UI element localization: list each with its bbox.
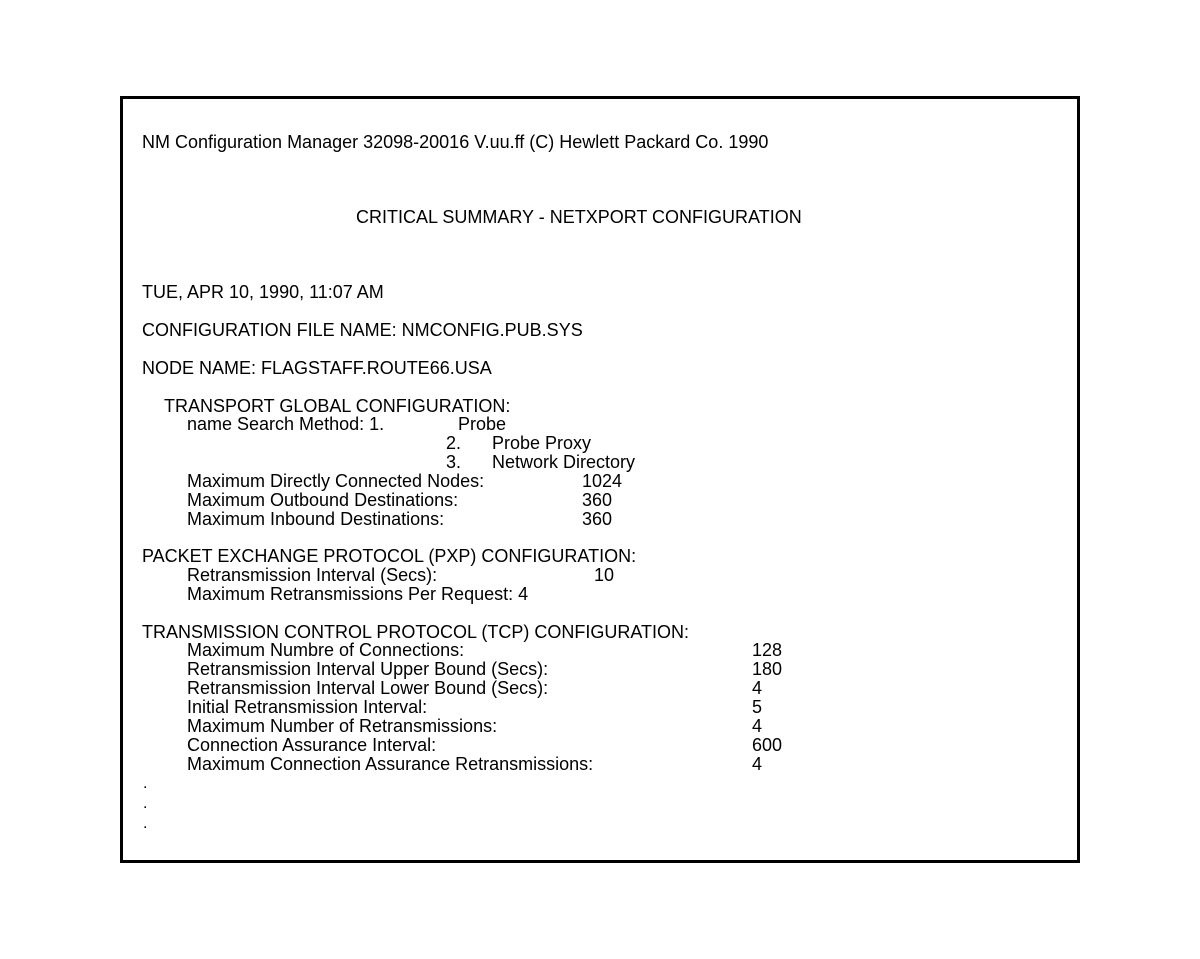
continuation-dot: . (143, 775, 148, 792)
pxp-heading: PACKET EXCHANGE PROTOCOL (PXP) CONFIGURATION: (142, 546, 637, 566)
transport-row-value: 1024 (582, 471, 623, 491)
search-method-value-1: Probe (458, 414, 507, 434)
tcp-row-value: 5 (752, 697, 763, 717)
tcp-row-value: 600 (752, 735, 783, 755)
search-method-value-3: Network Directory (492, 452, 636, 472)
tcp-row-label: Retransmission Interval Upper Bound (Secs): (187, 659, 549, 679)
pxp-retrans-interval-value: 10 (594, 565, 615, 585)
node-name: NODE NAME: FLAGSTAFF.ROUTE66.USA (142, 358, 492, 378)
tcp-row-label: Connection Assurance Interval: (187, 735, 437, 755)
search-method-value-2: Probe Proxy (492, 433, 592, 453)
transport-row-value: 360 (582, 509, 613, 529)
transport-row-value: 360 (582, 490, 613, 510)
pxp-retrans-interval-label: Retransmission Interval (Secs): (187, 565, 438, 585)
tcp-row-label: Retransmission Interval Lower Bound (Secs): (187, 678, 549, 698)
transport-heading: TRANSPORT GLOBAL CONFIGURATION: (164, 396, 511, 416)
continuation-dot: . (143, 795, 148, 812)
tcp-row-label: Maximum Numbre of Connections: (187, 640, 465, 660)
continuation-dot: . (143, 815, 148, 832)
tcp-row-value: 4 (752, 716, 763, 736)
tcp-row-value: 180 (752, 659, 783, 679)
transport-row-label: Maximum Directly Connected Nodes: (187, 471, 485, 491)
tcp-row-value: 128 (752, 640, 783, 660)
timestamp: TUE, APR 10, 1990, 11:07 AM (142, 282, 384, 302)
pxp-max-retrans: Maximum Retransmissions Per Request: 4 (187, 584, 529, 604)
tcp-row-value: 4 (752, 754, 763, 774)
search-method-num-3: 3. (446, 452, 462, 472)
product-line: NM Configuration Manager 32098-20016 V.uu.ff (C) Hewlett Packard Co. 1990 (142, 132, 769, 152)
tcp-row-label: Maximum Number of Retransmissions: (187, 716, 498, 736)
search-method-label: name Search Method: 1. (187, 414, 385, 434)
report-title: CRITICAL SUMMARY - NETXPORT CONFIGURATION (356, 207, 802, 227)
tcp-row-label: Initial Retransmission Interval: (187, 697, 428, 717)
tcp-row-label: Maximum Connection Assurance Retransmissions: (187, 754, 594, 774)
tcp-row-value: 4 (752, 678, 763, 698)
config-file-name: CONFIGURATION FILE NAME: NMCONFIG.PUB.SYS (142, 320, 583, 340)
search-method-num-2: 2. (446, 433, 462, 453)
transport-row-label: Maximum Outbound Destinations: (187, 490, 459, 510)
transport-row-label: Maximum Inbound Destinations: (187, 509, 445, 529)
tcp-heading: TRANSMISSION CONTROL PROTOCOL (TCP) CONFIGURATION: (142, 622, 690, 642)
